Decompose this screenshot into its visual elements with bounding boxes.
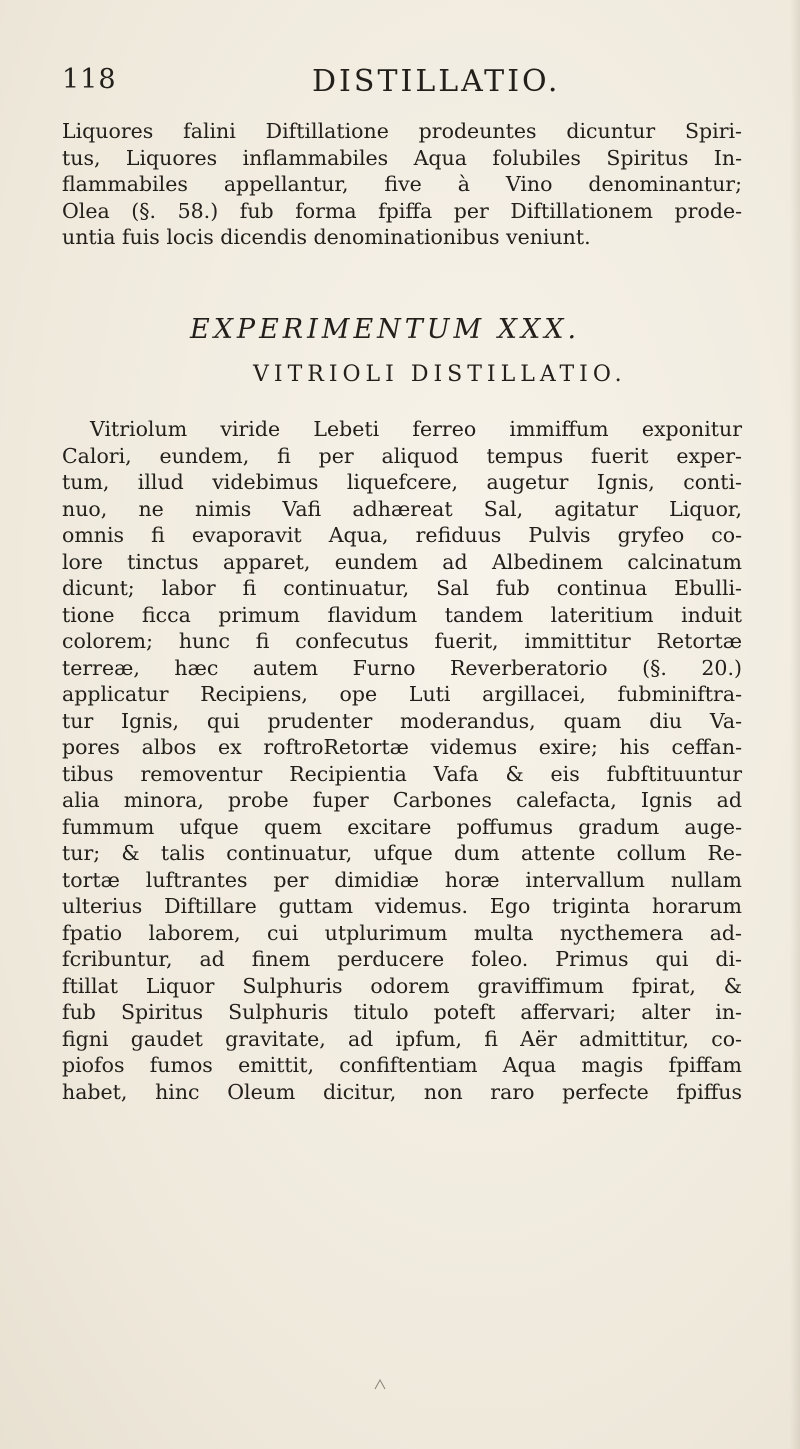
text-line: tortæ luftrantes per dimidiæ horæ intervallum nullam [62, 867, 742, 892]
experiment-subtitle: VITRIOLI DISTILLATIO. [253, 362, 627, 387]
text-line: habet, hinc Oleum dicitur, non raro perfecte fpiffus [62, 1079, 742, 1104]
text-line: ftillat Liquor Sulphuris odorem graviffimum fpirat, & [62, 973, 742, 998]
text-line: tur; & talis continuatur, ufque dum attente collum Re- [62, 841, 742, 865]
page-number: 118 [62, 64, 117, 95]
text-line: pores albos ex roftroRetortæ videmus exire; his ceffan- [62, 735, 742, 759]
text-line: tum, illud videbimus liquefcere, augetur Ignis, conti- [62, 470, 742, 494]
text-line: nuo, ne nimis Vafi adhæreat Sal, agitatur Liquor, [62, 496, 742, 521]
experiment-body [62, 415, 742, 1104]
page-header [62, 64, 742, 104]
text-line: tus, Liquores inflammabiles Aqua folubiles Spiritus In- [62, 145, 742, 170]
text-line: tur Ignis, qui prudenter moderandus, quam diu Va- [62, 708, 742, 733]
text-line: fcribuntur, ad finem perducere foleo. Primus qui di- [62, 947, 742, 971]
text-line: omnis fi evaporavit Aqua, refiduus Pulvis gryfeo co- [62, 523, 742, 547]
intro-paragraph [62, 118, 742, 251]
text-line: untia fuis locis dicendis denominationibus veniunt. [62, 225, 591, 249]
text-line: lore tinctus apparet, eundem ad Albedinem calcinatum [62, 549, 742, 574]
text-line: piofos fumos emittit, confiftentiam Aqua magis fpiffam [62, 1053, 742, 1077]
text-line: alia minora, probe fuper Carbones calefacta, Ignis ad [62, 788, 742, 812]
text-line: colorem; hunc fi confecutus fuerit, immittitur Retortæ [62, 629, 742, 653]
text-line: tibus removentur Recipientia Vafa & eis fubftituuntur [62, 761, 742, 786]
text-line: Vitriolum viride Lebeti ferreo immiffum exponitur [90, 417, 742, 441]
text-line: terreæ, hæc autem Furno Reverberatorio (§. 20.) [62, 655, 742, 680]
text-line: fummum ufque quem excitare poffumus gradum auge- [62, 814, 742, 839]
text-line: Calori, eundem, fi per aliquod tempus fuerit exper- [62, 443, 742, 468]
running-head: DISTILLATIO. [312, 64, 561, 99]
text-line: applicatur Recipiens, ope Luti argillacei, fubminiftra- [62, 682, 742, 706]
page-edge-shadow [790, 0, 800, 1449]
caret-mark-icon [374, 1378, 386, 1390]
text-line: dicunt; labor fi continuatur, Sal fub continua Ebulli- [62, 576, 742, 600]
text-line: Liquores falini Diftillatione prodeuntes dicuntur Spiri- [62, 119, 742, 143]
text-line: fub Spiritus Sulphuris titulo poteft affervari; alter in- [62, 1000, 742, 1024]
text-line: tione ficca primum flavidum tandem lateritium induit [62, 602, 742, 627]
experiment-title: EXPERIMENTUM XXX. [190, 314, 581, 345]
text-line: flammabiles appellantur, five à Vino denominantur; [62, 172, 742, 196]
text-line: fpatio laborem, cui utplurimum multa nycthemera ad- [62, 920, 742, 945]
text-line: Olea (§. 58.) fub forma fpiffa per Diftillationem prode- [62, 198, 742, 223]
text-line: figni gaudet gravitate, ad ipfum, fi Aër admittitur, co- [62, 1026, 742, 1051]
text-line: ulterius Diftillare guttam videmus. Ego triginta horarum [62, 894, 742, 918]
